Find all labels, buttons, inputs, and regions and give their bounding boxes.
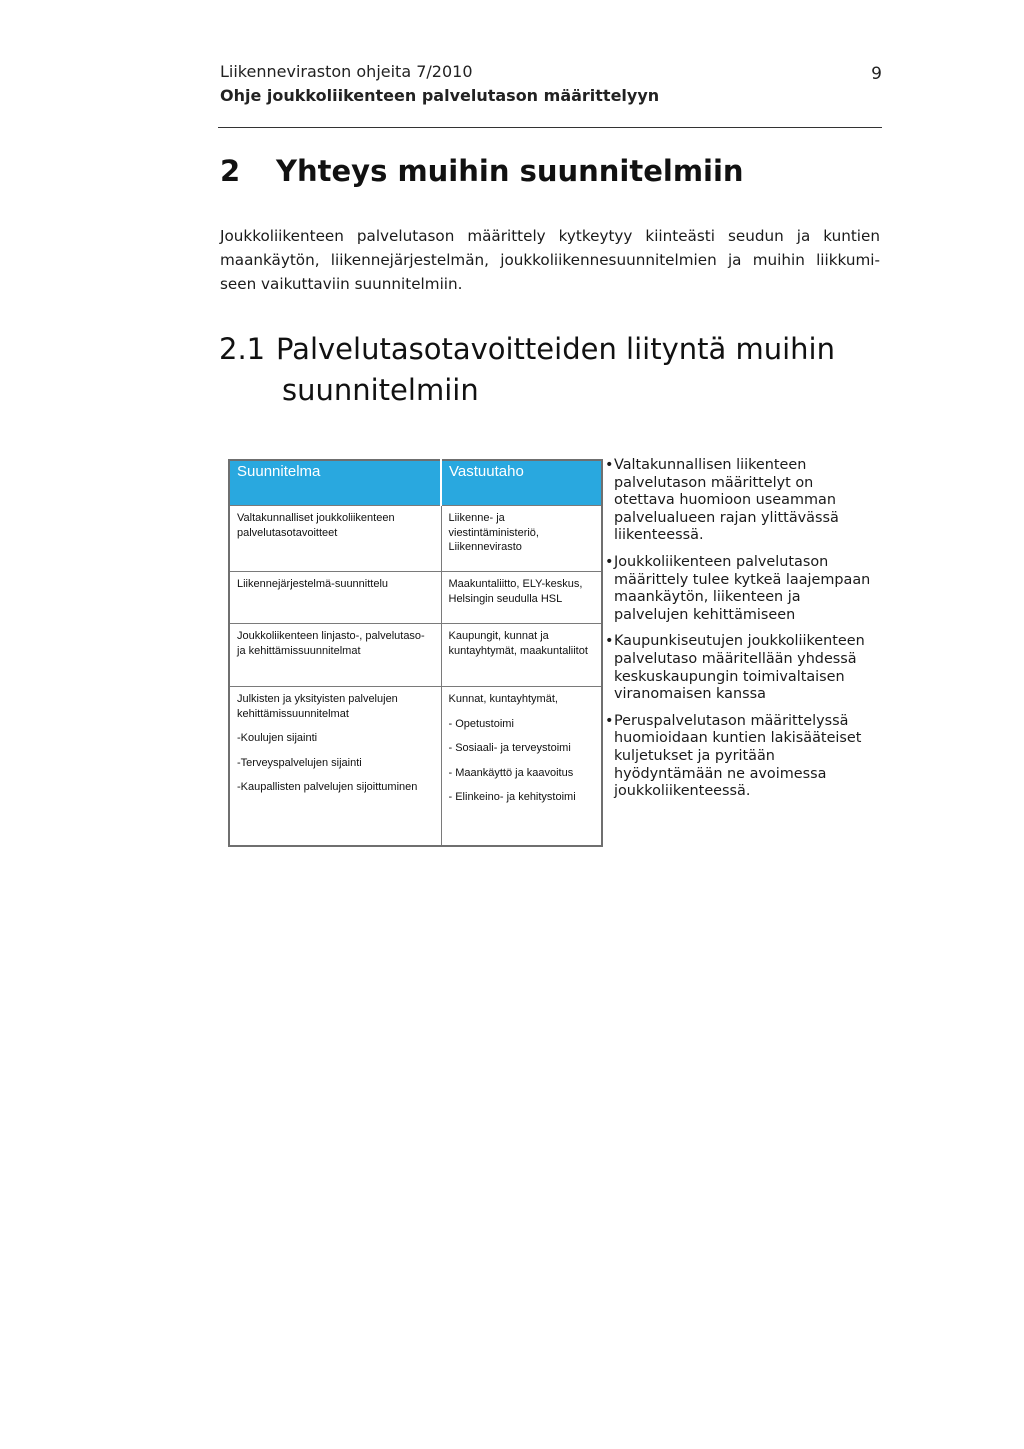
subsection-number: 2.1 (219, 332, 266, 366)
cell-text: -Koulujen sijainti (237, 732, 318, 744)
section-number: 2 (220, 154, 241, 188)
plan-cell (229, 572, 441, 624)
cell-text: - Sosiaali- ja terveystoimi (448, 742, 571, 754)
list-item (605, 457, 875, 545)
list-item (605, 554, 875, 624)
responsible-cell (441, 687, 602, 847)
cell-text: Liikenne- ja viestintäministeriö, Liikennevirasto (448, 512, 539, 553)
subsection-title-line1: Palvelutasotavoitteiden liityntä muihin (276, 332, 835, 366)
header-publication: Liikenneviraston ohjeita 7/2010 (220, 62, 473, 81)
header-divider (218, 127, 882, 128)
subsection-title-line2: suunnitelmiin (282, 373, 479, 407)
list-item-text: Peruspalvelutason määrittelyssä huomioidaan kuntien lakisääteiset kuljetukset ja pyritään hyödyntämään ne avoimessa joukkoliikenteessä. (614, 712, 862, 800)
plan-cell (229, 506, 441, 572)
cell-text: Maakuntaliitto, ELY-keskus, Helsingin seudulla HSL (448, 578, 583, 605)
responsible-cell (441, 624, 602, 687)
list-item (605, 633, 875, 703)
responsible-cell (441, 572, 602, 624)
cell-text: Joukkoliikenteen linjasto-, palvelutaso- ja kehittämissuunnitelmat (237, 630, 425, 657)
list-item-text: Joukkoliikenteen palvelutason määrittely tulee kytkeä laajempaan maankäytön, liikenteen ja palvelujen kehittämiseen (614, 553, 871, 623)
cell-text: Liikennejärjestelmä-suunnittelu (237, 578, 389, 590)
table-header-row (229, 460, 602, 506)
bullet-icon: • (605, 457, 614, 473)
cell-text: -Terveyspalvelujen sijainti (237, 756, 362, 769)
bullet-list (605, 457, 875, 810)
intro-line: Joukkoliikenteen palvelutason määrittely kytkeytyy kiinteästi seudun ja kuntien (220, 227, 880, 245)
intro-paragraph (220, 224, 880, 296)
list-item-text: Valtakunnallisen liikenteen palvelutason määrittelyt on otettava huomioon useamman palvelualueen rajan ylittävässä liikenteessä. (614, 457, 839, 544)
cell-text: -Kaupallisten palvelujen sijoittuminen (237, 781, 418, 793)
table-row (229, 624, 602, 687)
intro-line: seen vaikuttaviin suunnitelmiin. (220, 275, 463, 293)
table-row (229, 687, 602, 847)
table-row (229, 506, 602, 572)
section-title: Yhteys muihin suunnitelmiin (276, 154, 744, 188)
column-header-responsible: Vastuutaho (441, 460, 602, 506)
page-number: 9 (871, 64, 882, 84)
cell-text: - Opetustoimi (448, 717, 514, 730)
plan-cell (229, 687, 441, 847)
table-row (229, 572, 602, 624)
list-item-text: Kaupunkiseutujen joukkoliikenteen palvelutaso määritellään yhdessä keskuskaupungin toimivaltaisen viranomaisen kanssa (614, 633, 865, 703)
responsible-cell (441, 506, 602, 572)
list-item (605, 713, 875, 801)
cell-text: Kunnat, kuntayhtymät, (448, 693, 558, 705)
cell-text: Valtakunnalliset joukkoliikenteen palvelutasotavoitteet (237, 512, 395, 539)
column-header-plan: Suunnitelma (229, 460, 441, 506)
bullet-icon: • (605, 553, 614, 570)
cell-text: - Elinkeino- ja kehitystoimi (448, 791, 576, 803)
cell-text: Julkisten ja yksityisten palvelujen kehittämissuunnitelmat (237, 693, 398, 720)
plan-cell (229, 624, 441, 687)
plans-table (228, 459, 603, 847)
cell-text: Kaupungit, kunnat ja kuntayhtymät, maakuntaliitot (448, 630, 588, 657)
header-document-title: Ohje joukkoliikenteen palvelutason määrittelyyn (220, 86, 660, 105)
bullet-icon: • (605, 712, 614, 729)
intro-line: maankäytön, liikennejärjestelmän, joukkoliikennesuunnitelmien ja muihin liikkumi- (220, 251, 880, 269)
cell-text: - Maankäyttö ja kaavoitus (448, 766, 574, 779)
bullet-icon: • (605, 633, 614, 650)
